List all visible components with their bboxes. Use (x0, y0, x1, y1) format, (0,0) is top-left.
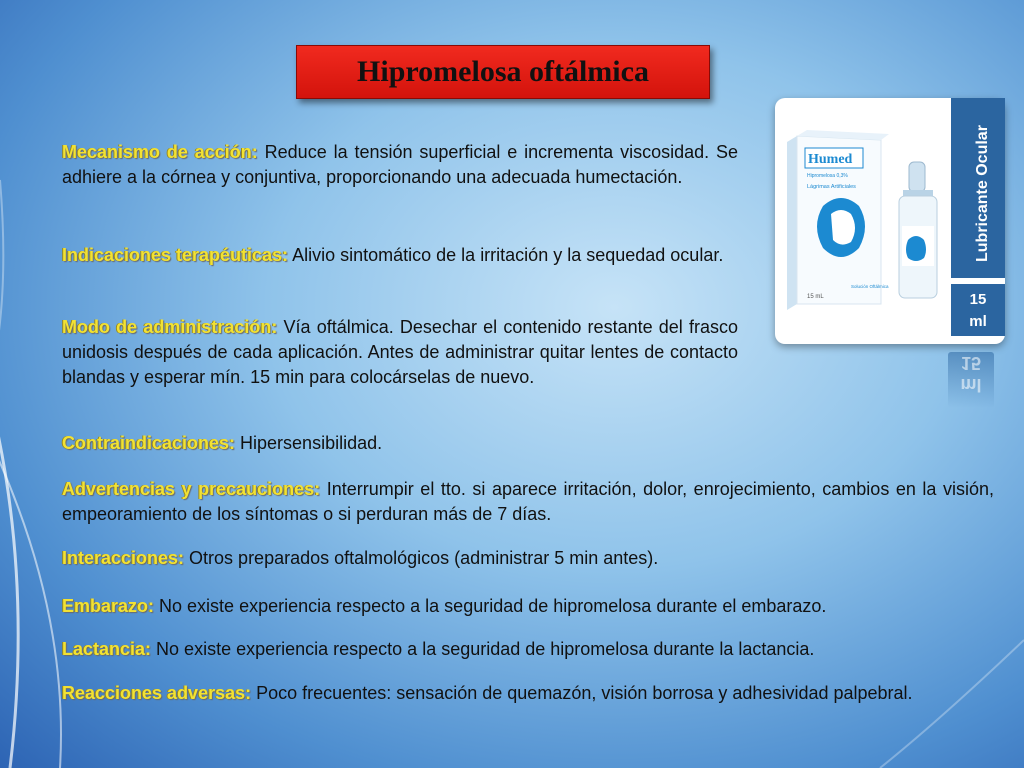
section-interacciones (62, 546, 994, 571)
section-text: Interrumpir el tto. si aparece irritación, dolor, enrojecimiento, cambios en la visión, empeoramiento de los síntomas o si perduran más de 7 días. (62, 479, 994, 524)
section-modo-administracion (62, 315, 738, 390)
section-label: Indicaciones terapéuticas: (62, 245, 289, 265)
product-box-volume: 15 mL (807, 294, 824, 300)
page-title: Hipromelosa oftálmica (296, 45, 710, 99)
section-mecanismo (62, 140, 738, 190)
section-lactancia (62, 637, 994, 662)
section-text: Vía oftálmica. Desechar el contenido restante del frasco unidosis después de cada aplicación. Antes de administrar quitar lentes de contacto blandas y esperar mín. 15 min para colocárselas de nuevo. (62, 317, 738, 387)
reflection-text: ml 15 (960, 353, 982, 395)
product-box-footer: Solución Oftálmica (851, 284, 889, 289)
section-label: Modo de administración: (62, 317, 278, 337)
product-brand: Humed (808, 152, 853, 167)
section-label: Embarazo: (62, 596, 155, 616)
product-concentration: Hipromelosa 0,3% (807, 173, 848, 179)
section-text: Alivio sintomático de la irritación y la sequedad ocular. (288, 245, 724, 265)
section-embarazo (62, 594, 994, 619)
section-text: Poco frecuentes: sensación de quemazón, visión borrosa y adhesividad palpebral. (251, 683, 913, 703)
section-text: Reduce la tensión superficial e incrementa viscosidad. Se adhiere a la córnea y conjuntiva, proporcionando una adecuada humectación. (62, 142, 738, 187)
section-label: Advertencias y precauciones: (62, 479, 321, 499)
section-contraindicaciones (62, 431, 962, 456)
section-label: Contraindicaciones: (62, 433, 236, 453)
product-subtitle: Lágrimas Artificiales (807, 184, 856, 190)
section-label: Interacciones: (62, 548, 185, 568)
section-label: Reacciones adversas: (62, 683, 252, 703)
product-illustration (775, 98, 1005, 344)
product-reflection (948, 352, 994, 408)
section-label: Mecanismo de acción: (62, 142, 258, 162)
section-reacciones (62, 681, 994, 706)
section-text: No existe experiencia respecto a la seguridad de hipromelosa durante la lactancia. (151, 639, 815, 659)
section-text: Otros preparados oftalmológicos (administrar 5 min antes). (184, 548, 659, 568)
volume-number: 15 (969, 291, 987, 308)
section-advertencias (62, 477, 994, 527)
section-indicaciones (62, 243, 738, 268)
product-image (775, 98, 1005, 344)
side-label: Lubricante Ocular (974, 125, 991, 262)
volume-unit: ml (969, 313, 987, 330)
section-label: Lactancia: (62, 639, 152, 659)
section-text: No existe experiencia respecto a la seguridad de hipromelosa durante el embarazo. (154, 596, 827, 616)
section-text: Hipersensibilidad. (235, 433, 383, 453)
